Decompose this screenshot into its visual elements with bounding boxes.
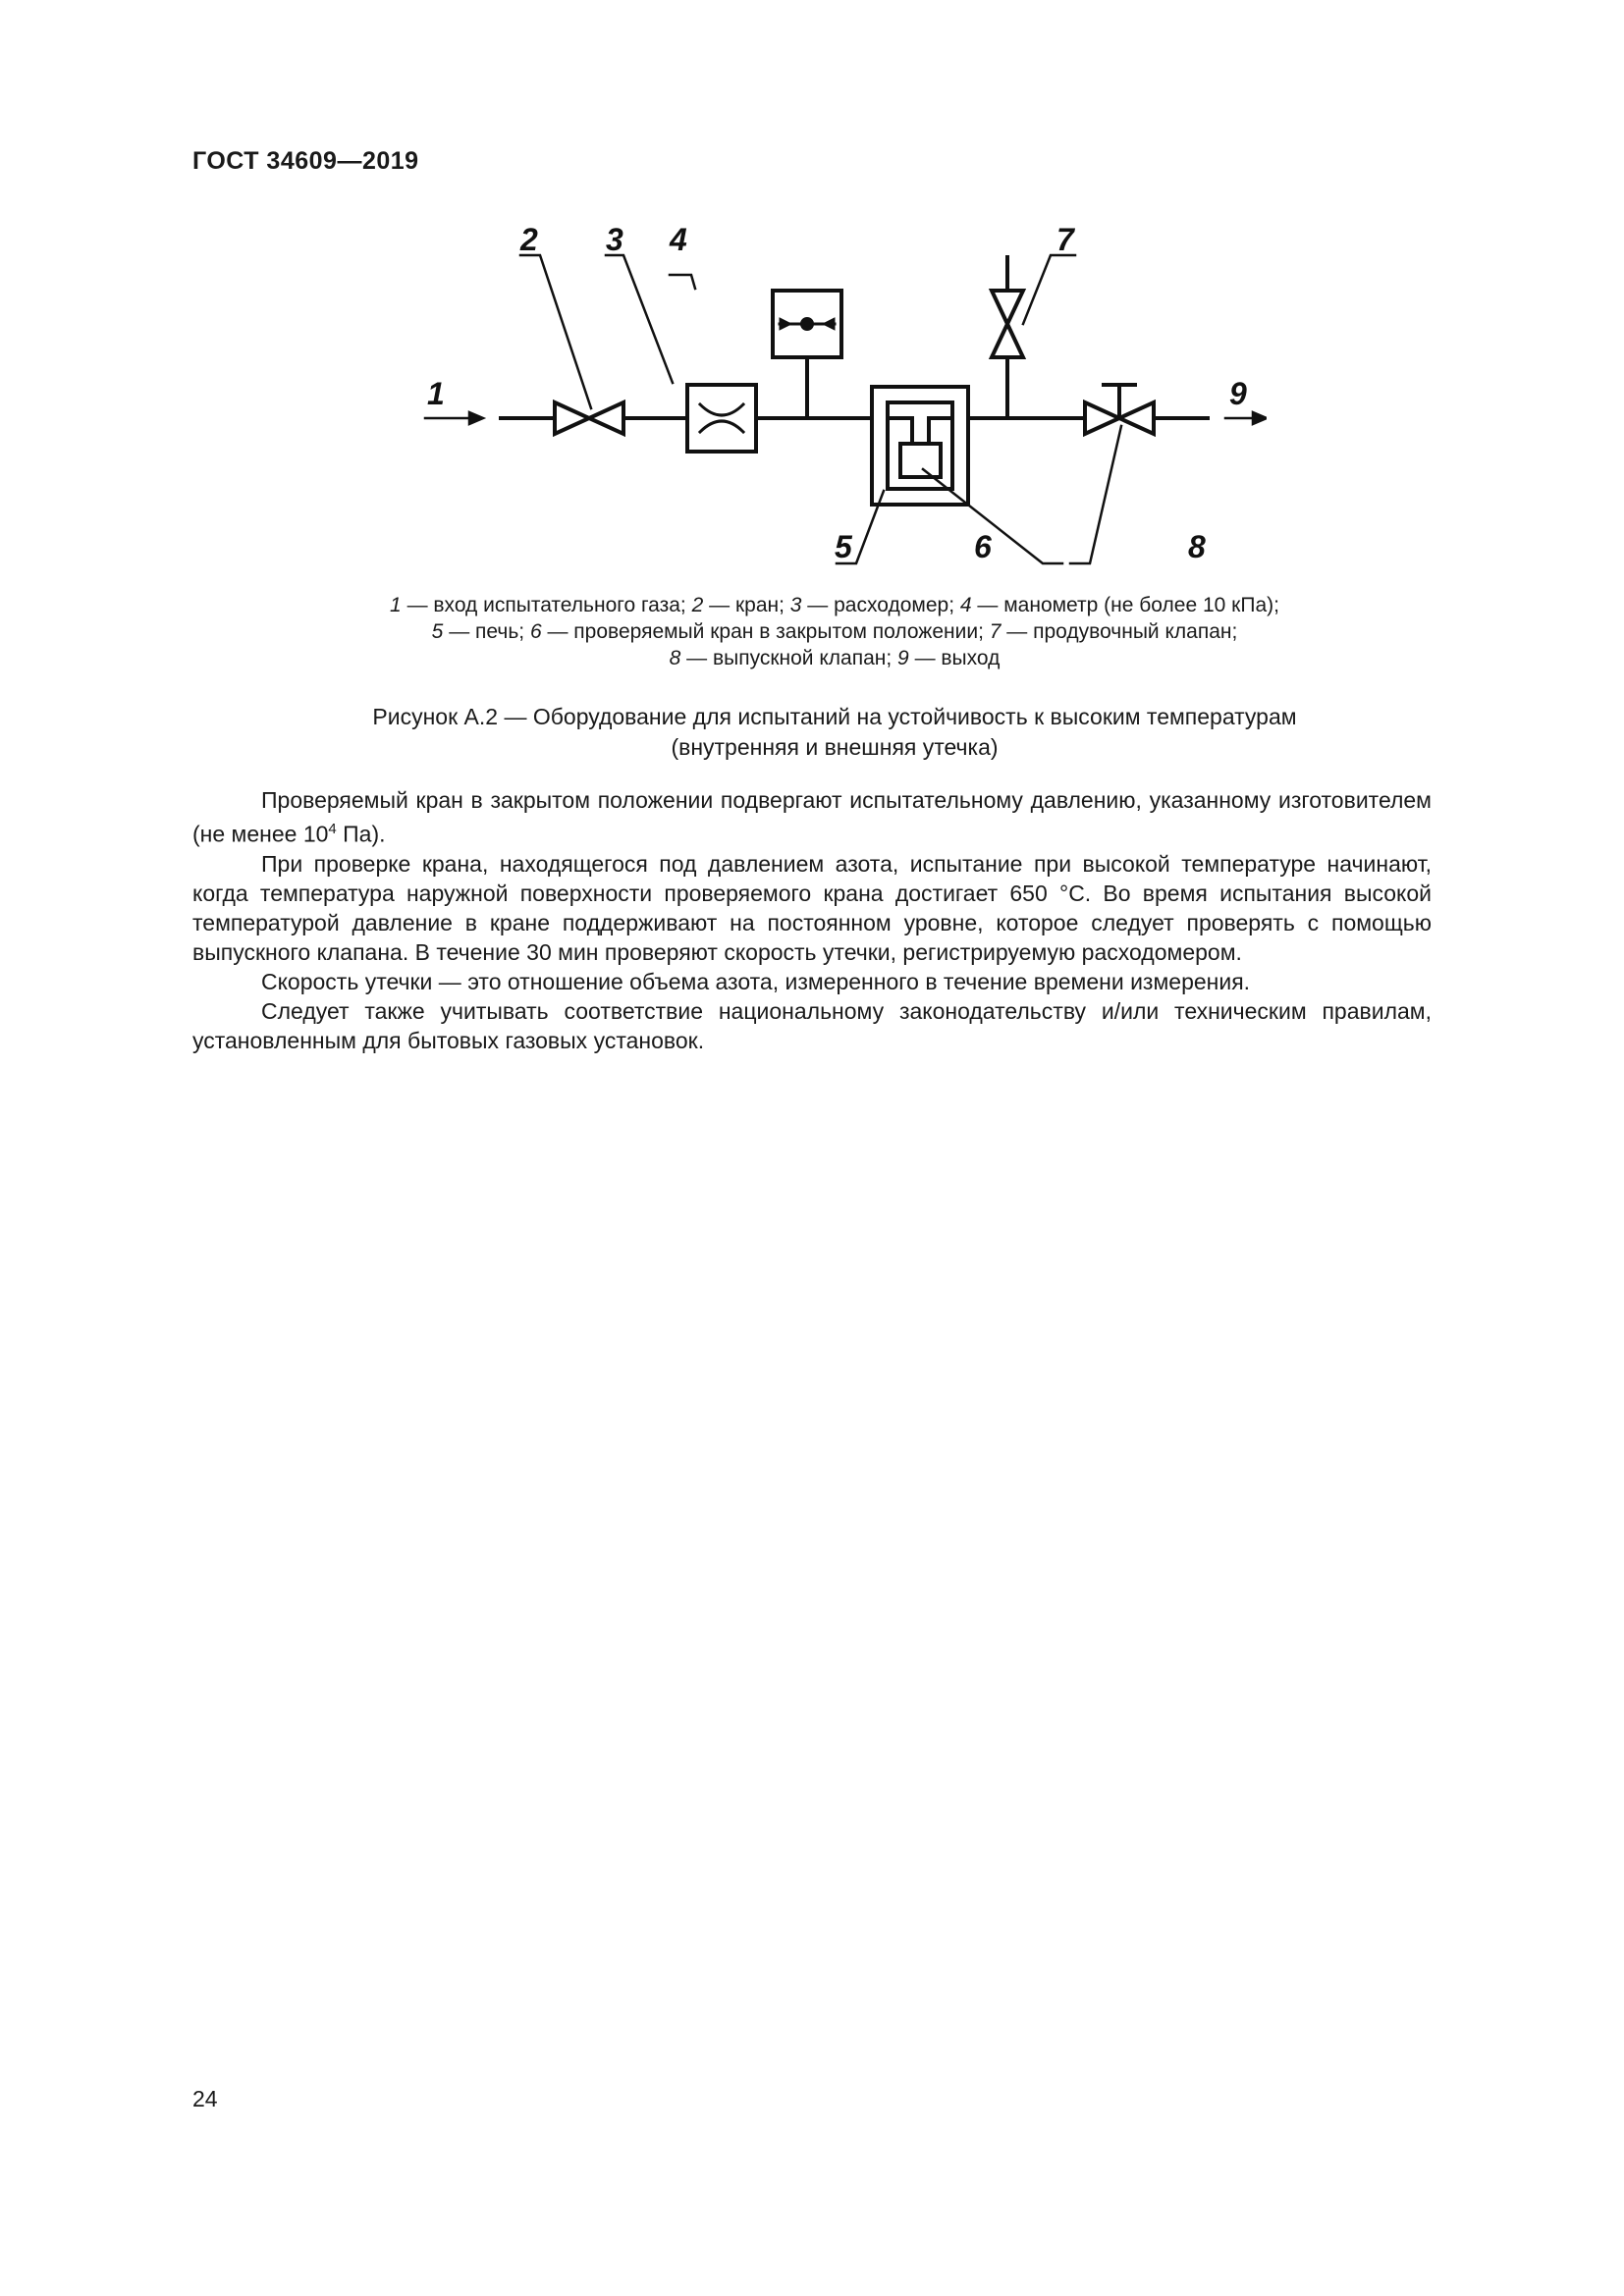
callout-7: 7 [1056, 222, 1074, 257]
figure-caption [295, 702, 1375, 763]
legend-line: 8 — выпускной клапан; 9 — выход [669, 647, 1001, 669]
valve-2-symbol [555, 402, 589, 434]
paragraph-3: Скорость утечки — это отношение объема азота, измеренного в течение времени измерения. [261, 968, 1251, 994]
callout-1: 1 [427, 376, 445, 411]
legend-line: 1 — вход испытательного газа; 2 — кран; 3 — расходомер; 4 — манометр (не более 10 кПа); [390, 594, 1279, 616]
legend-line: 5 — печь; 6 — проверяемый кран в закрытом положении; 7 — продувочный клапан; [431, 620, 1238, 643]
figure-legend [295, 592, 1375, 671]
tested-valve-6-symbol [900, 444, 941, 477]
callout-4: 4 [670, 222, 687, 257]
callout-8: 8 [1188, 529, 1206, 564]
flowmeter-3-symbol [687, 385, 756, 452]
paragraph-2: При проверке крана, находящегося под давлением азота, испытание при высокой температуре начинают, когда температура наружной поверхности проверяемого крана достигает 650 °С. Во время испытания высокой температурой давление в кране поддерживают на постоянном уровне, которое следует проверять с помощью выпускного клапана. В течение 30 мин проверяют скорость утечки, регистрируемую расходомером. [192, 850, 1432, 965]
caption-line-1: Рисунок А.2 — Оборудование для испытаний на устойчивость к высоким температурам [372, 704, 1297, 729]
callout-2: 2 [520, 222, 538, 257]
equipment-diagram [422, 218, 1267, 571]
callout-3: 3 [606, 222, 623, 257]
body-text [192, 785, 1432, 1055]
page-number: 24 [192, 2086, 218, 2111]
paragraph-4: Следует также учитывать соответствие национальному законодательству и/или техническим правилам, установленным для бытовых газовых установок. [192, 997, 1432, 1053]
purge-valve-7-symbol [992, 324, 1023, 357]
document-header: ГОСТ 34609—2019 [192, 147, 419, 175]
callout-5: 5 [835, 529, 852, 564]
callout-6: 6 [974, 529, 992, 564]
callout-9: 9 [1229, 376, 1247, 411]
diagram-svg [422, 218, 1267, 571]
caption-line-2: (внутренняя и внешняя утечка) [671, 734, 999, 760]
outlet-valve-8-symbol [1085, 402, 1119, 434]
paragraph-1: Проверяемый кран в закрытом положении подвергают испытательному давлению, указанному изготовителем (не менее $10^4$ Па). [192, 787, 1432, 847]
